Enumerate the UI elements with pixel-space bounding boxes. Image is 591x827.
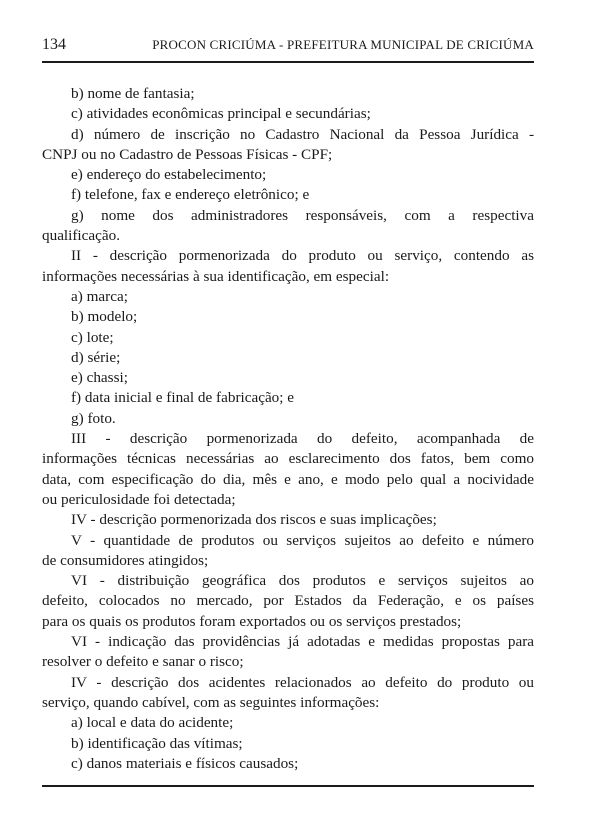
text-line: f) telefone, fax e endereço eletrônico; e xyxy=(71,186,310,204)
footer-rule xyxy=(42,785,534,787)
page-number: 134 xyxy=(42,36,66,53)
text-line: b) identificação das vítimas; xyxy=(71,734,243,752)
running-title: PROCON CRICIÚMA - PREFEITURA MUNICIPAL DE CRICIÚMA xyxy=(152,37,534,52)
text-line: informações técnicas necessárias ao esclarecimento dos fatos, bem como xyxy=(42,450,534,468)
text-line: resolver o defeito e sanar o risco; xyxy=(42,653,244,671)
text-line: IV - descrição dos acidentes relacionados ao defeito do produto ou xyxy=(71,673,534,691)
text-line: f) data inicial e final de fabricação; e xyxy=(71,389,295,407)
text-line: data, com especificação do dia, mês e ano, e modo pelo qual a nocividade xyxy=(42,470,534,488)
text-line: VI - distribuição geográfica dos produtos e serviços sujeitos ao xyxy=(71,572,534,590)
text-line: para os quais os produtos foram exportados ou os serviços prestados; xyxy=(42,612,462,630)
text-line: g) foto. xyxy=(71,409,116,427)
text-line: V - quantidade de produtos ou serviços sujeitos ao defeito e número xyxy=(71,531,534,549)
text-line: II - descrição pormenorizada do produto ou serviço, contendo as xyxy=(71,247,534,265)
text-line: VI - indicação das providências já adotadas e medidas propostas para xyxy=(71,633,534,651)
text-line: CNPJ ou no Cadastro de Pessoas Físicas - CPF; xyxy=(42,145,333,163)
text-line: d) série; xyxy=(71,348,121,366)
page-header xyxy=(42,36,534,54)
text-line: b) nome de fantasia; xyxy=(71,85,195,102)
text-line: c) atividades econômicas principal e secundárias; xyxy=(71,105,371,123)
text-line: c) lote; xyxy=(71,328,114,346)
text-line: b) modelo; xyxy=(71,308,138,326)
text-line: g) nome dos administradores responsáveis, com a respectiva xyxy=(71,206,534,224)
text-line: serviço, quando cabível, com as seguintes informações: xyxy=(42,693,380,711)
text-line: de consumidores atingidos; xyxy=(42,551,209,569)
text-line: c) danos materiais e físicos causados; xyxy=(71,754,299,772)
header-rule xyxy=(42,61,534,63)
text-line: ou periculosidade foi detectada; xyxy=(42,490,236,508)
text-line: defeito, colocados no mercado, por Estados da Federação, e os países xyxy=(42,592,534,610)
text-line: qualificação. xyxy=(42,227,120,245)
text-line: a) local e data do acidente; xyxy=(71,714,234,732)
text-line: III - descrição pormenorizada do defeito, acompanhada de xyxy=(71,430,534,448)
text-line: a) marca; xyxy=(71,287,128,305)
text-line: e) endereço do estabelecimento; xyxy=(71,166,267,184)
text-line: d) número de inscrição no Cadastro Nacional da Pessoa Jurídica - xyxy=(71,125,534,143)
text-line: e) chassi; xyxy=(71,369,128,387)
text-line: informações necessárias à sua identificação, em especial: xyxy=(42,267,390,285)
body-text xyxy=(42,84,534,774)
text-line: IV - descrição pormenorizada dos riscos e suas implicações; xyxy=(71,511,437,529)
